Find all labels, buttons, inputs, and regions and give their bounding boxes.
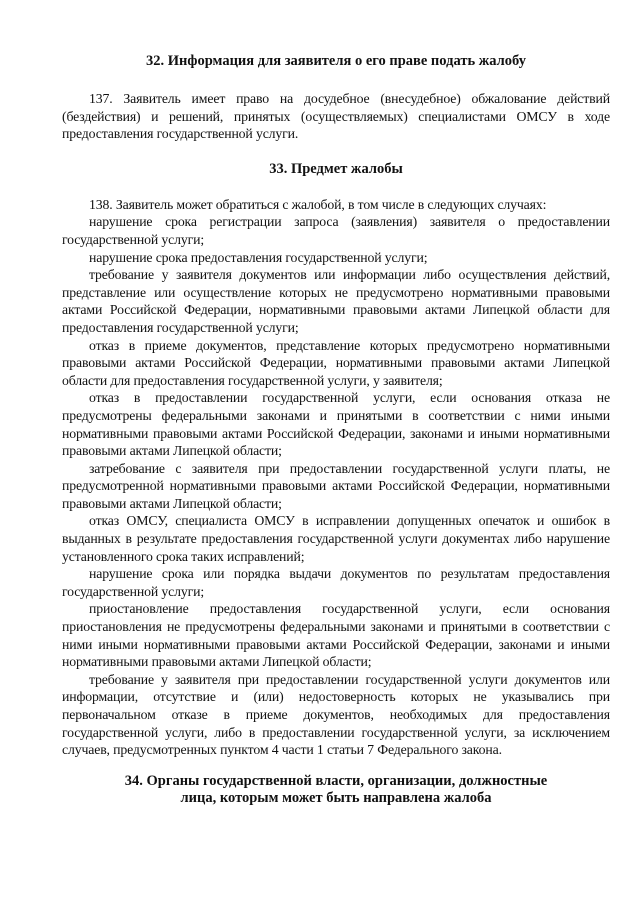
- list-item: отказ ОМСУ, специалиста ОМСУ в исправлении допущенных опечаток и ошибок в выданных в результате предоставления государственной услуги документах либо нарушение установленного срока таких исправлений;: [62, 513, 610, 564]
- section-heading-33: 33. Предмет жалобы: [269, 160, 403, 177]
- section-heading-32: 32. Информация для заявителя о его праве подать жалобу: [146, 53, 526, 69]
- section-heading-34: [62, 773, 610, 807]
- list-item: приостановление предоставления государственной услуги, если основания приостановления не предусмотрены федеральными законами и принятыми в соответствии с ними иными нормативными правовыми актами Российской Федерации, законами и иными нормативными правовыми актами Липецкой области;: [62, 601, 610, 670]
- heading-line: 34. Органы государственной власти, организации, должностные: [124, 772, 548, 789]
- list-item: отказ в приеме документов, представление которых предусмотрено нормативными правовыми актами Российской Федерации, нормативными правовыми актами Липецкой области для предоставления государственной услуги, у заявителя;: [62, 337, 610, 388]
- section-33-body: [62, 196, 610, 759]
- heading-line: лица, которым может быть направлена жалоба: [180, 789, 492, 806]
- list-item: нарушение срока или порядка выдачи документов по результатам предоставления государственной услуги;: [62, 566, 610, 599]
- list-item: отказ в предоставлении государственной услуги, если основания отказа не предусмотрены федеральными законами и принятыми в соответствии с ними иными нормативными правовыми актами Российской Федерации, законами и иными нормативными правовыми актами Липецкой области;: [62, 390, 610, 459]
- document-page: [62, 53, 610, 807]
- paragraph-137: 137. Заявитель имеет право на досудебное (внесудебное) обжалование действий (бездействия) и решений, принятых (осуществляемых) специалистами ОМСУ в ходе предоставления государственной услуги.: [62, 91, 610, 142]
- list-item: требование у заявителя документов или информации либо осуществления действий, представление или осуществление которых не предусмотрено нормативными правовыми актами Российской Федерации, нормативными правовыми актами Липецкой области для предоставления государственной услуги;: [62, 267, 610, 335]
- list-item: затребование с заявителя при предоставлении государственной услуги платы, не предусмотренной нормативными правовыми актами Российской Федерации, нормативными правовыми актами Липецкой области;: [62, 460, 610, 511]
- list-item: нарушение срока предоставления государственной услуги;: [89, 249, 428, 265]
- list-item: нарушение срока регистрации запроса (заявления) заявителя о предоставлении государственной услуги;: [62, 214, 610, 247]
- paragraph-138: 138. Заявитель может обратиться с жалобой, в том числе в следующих случаях:: [89, 196, 547, 212]
- list-item: требование у заявителя при предоставлении государственной услуги документов или информации, отсутствие и (или) недостоверность которых не указывались при первоначальном отказе в приеме документов, необходимых для предоставления государственной услуги, либо в предоставлении государственной услуги, за исключением случаев, предусмотренных пунктом 4 части 1 статьи 7 Федерального закона.: [62, 671, 610, 758]
